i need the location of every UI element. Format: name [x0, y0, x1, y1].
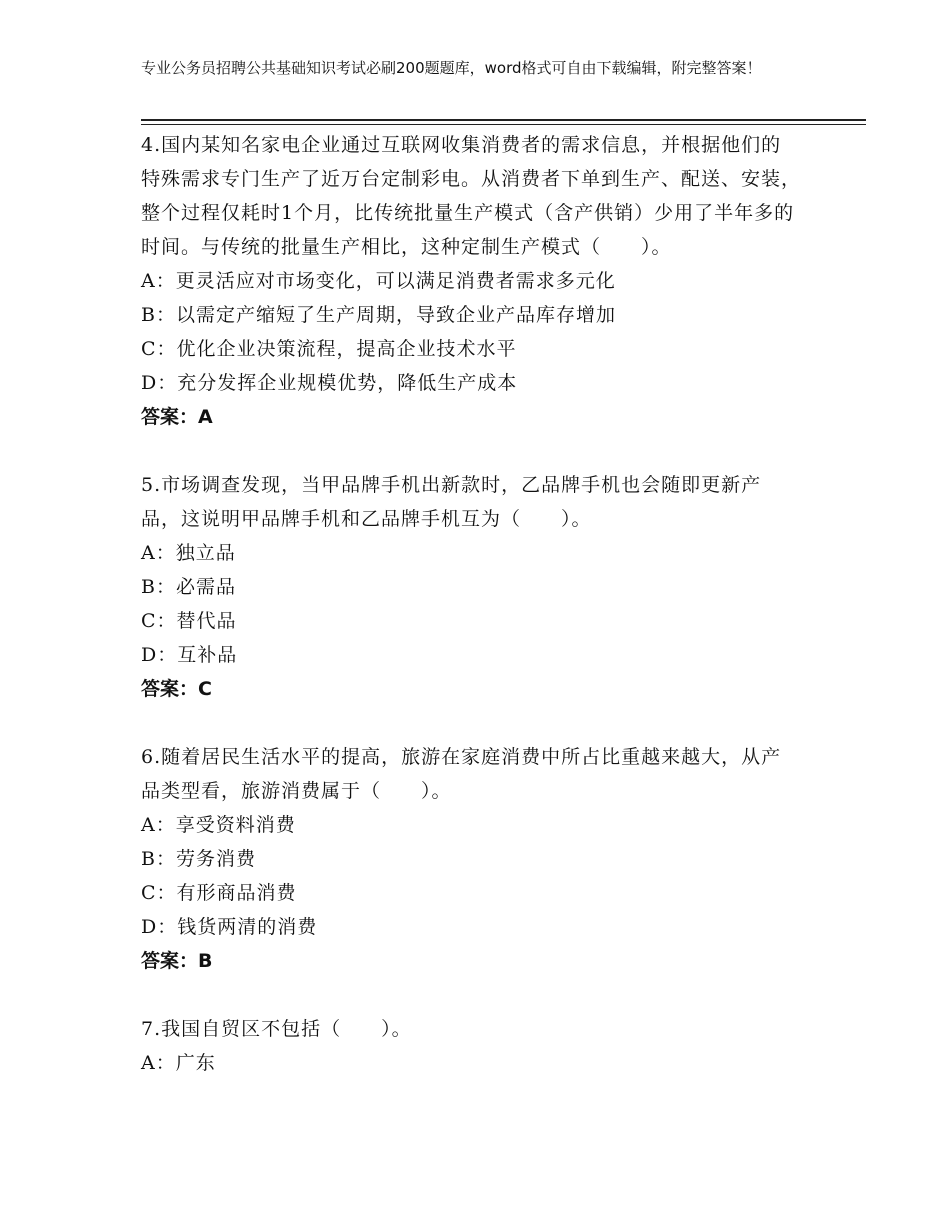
option-a: A：独立品 — [141, 542, 236, 564]
option-a: A：更灵活应对市场变化，可以满足消费者需求多元化 — [141, 270, 616, 292]
question-stem: 7.我国自贸区不包括（ ）。 — [141, 1018, 412, 1040]
question-5 — [141, 468, 801, 706]
option-d: D：充分发挥企业规模优势，降低生产成本 — [141, 372, 518, 394]
document-header: 专业公务员招聘公共基础知识考试必刷200题题库，word格式可自由下载编辑，附完整答案！ — [141, 59, 762, 77]
question-stem: 5.市场调查发现，当甲品牌手机出新款时，乙品牌手机也会随即更新产品，这说明甲品牌手机和乙品牌手机互为（ ）。 — [141, 474, 762, 530]
option-a: A：广东 — [141, 1052, 216, 1074]
option-b: B：以需定产缩短了生产周期，导致企业产品库存增加 — [141, 304, 616, 326]
option-d: D：互补品 — [141, 644, 238, 666]
option-c: C：替代品 — [141, 610, 237, 632]
answer-label: 答案：C — [141, 678, 212, 700]
answer-label: 答案：A — [141, 406, 213, 428]
question-stem: 6.随着居民生活水平的提高，旅游在家庭消费中所占比重越来越大，从产品类型看，旅游消费属于（ ）。 — [141, 746, 782, 802]
header-rule-thin — [141, 124, 866, 125]
option-a: A：享受资料消费 — [141, 814, 296, 836]
question-list — [141, 128, 801, 1114]
answer-label: 答案：B — [141, 950, 213, 972]
question-stem: 4.国内某知名家电企业通过互联网收集消费者的需求信息，并根据他们的特殊需求专门生产了近万台定制彩电。从消费者下单到生产、配送、安装，整个过程仅耗时1个月，比传统批量生产模式（含产供销）少用了半年多的时间。与传统的批量生产相比，这种定制生产模式（ ）。 — [141, 134, 802, 258]
question-6 — [141, 740, 801, 978]
option-c: C：优化企业决策流程，提高企业技术水平 — [141, 338, 517, 360]
option-b: B：必需品 — [141, 576, 236, 598]
option-c: C：有形商品消费 — [141, 882, 297, 904]
header-rule-thick — [141, 119, 866, 121]
option-d: D：钱货两清的消费 — [141, 916, 318, 938]
option-b: B：劳务消费 — [141, 848, 256, 870]
question-4 — [141, 128, 801, 434]
question-7 — [141, 1012, 801, 1080]
